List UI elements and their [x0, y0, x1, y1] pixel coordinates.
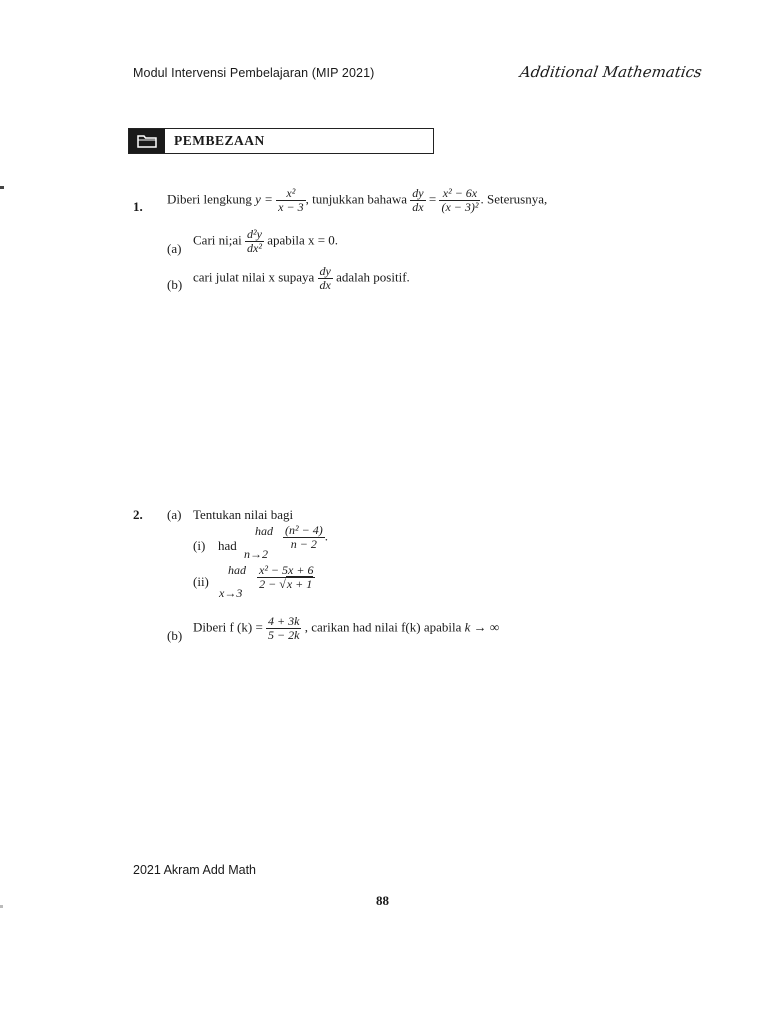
q1a-text-1: Cari ni;ai: [193, 232, 242, 248]
q1a-d2y: d²y: [247, 227, 262, 241]
q1b-dy: dy: [319, 264, 331, 278]
q1-given-fraction: [276, 187, 305, 214]
q2b-function: [266, 615, 301, 642]
q1a-dx2: dx²: [247, 241, 262, 255]
q1a-text-2: apabila x = 0.: [267, 232, 339, 248]
q2aii-limit: x→3: [219, 586, 243, 600]
q1-result-den: (x − 3)²: [441, 200, 479, 214]
q2b-text-2: , carikan had nilai f(k) apabila: [304, 619, 462, 635]
q1b-text-1: cari julat nilai x supaya: [193, 269, 315, 285]
q2ai-limit: n→2: [244, 547, 268, 561]
q2aii-had-top: had: [228, 563, 246, 577]
header-subject: Additional Mathematics: [518, 63, 704, 81]
q1b-derivative: [318, 265, 333, 292]
question-2ai-label: (i): [193, 538, 206, 553]
q2ai-num: (n² − 4): [285, 523, 323, 537]
question-1b-text: [193, 265, 410, 292]
q1-equals: =: [428, 191, 437, 207]
q2aii-fraction: [257, 564, 315, 591]
question-2aii-label: (ii): [193, 574, 209, 589]
question-2a-text: Tentukan nilai bagi: [193, 507, 294, 522]
question-1-number: 1.: [133, 199, 143, 214]
q2ai-den: n − 2: [283, 537, 325, 551]
question-2-number: 2.: [133, 507, 143, 522]
q1-intro: Diberi lengkung: [167, 191, 252, 207]
q2b-num: 4 + 3k: [268, 614, 300, 628]
q2ai-had-top: had: [255, 524, 273, 538]
q2b-den: 5 − 2k: [268, 628, 300, 642]
scan-mark: [0, 905, 3, 908]
q2b-limit: k → ∞: [464, 619, 500, 635]
question-2a-label: (a): [167, 507, 182, 522]
header-module-title: Modul Intervensi Pembelajaran (MIP 2021): [133, 66, 375, 80]
scan-mark: [0, 186, 4, 189]
q2ai-end: .: [324, 528, 328, 544]
q2aii-den-pre: 2 − √: [259, 577, 286, 591]
question-1a-label: (a): [167, 241, 182, 256]
q1b-text-2: adalah positif.: [336, 269, 410, 285]
q2ai-expression: [283, 524, 325, 551]
q1-dydx-fraction: [410, 187, 425, 214]
q1b-dx: dx: [319, 278, 331, 292]
q2b-text-1: Diberi f (k) =: [193, 619, 263, 635]
q1-result-num: x² − 6x: [442, 186, 478, 200]
q2aii-expression: [257, 564, 315, 591]
folder-icon: [137, 134, 157, 148]
question-1a-text: [193, 228, 338, 255]
question-1b-label: (b): [167, 277, 183, 292]
q2ai-had: had: [218, 538, 237, 553]
q1-given-den: x − 3: [278, 200, 304, 214]
q2aii-den: [257, 577, 315, 591]
footer-credit: 2021 Akram Add Math: [133, 863, 256, 877]
q1-dy: dy: [412, 186, 424, 200]
question-1-stem: [167, 187, 547, 214]
q2aii-num: x² − 5x + 6: [259, 563, 314, 577]
q1-show-text: , tunjukkan bahawa: [305, 191, 408, 207]
q1-given-num: x²: [286, 186, 296, 200]
page-number: 88: [376, 893, 389, 908]
section-title-box: [128, 128, 434, 154]
title-icon-cell: [129, 129, 165, 153]
q1-y-eq: y =: [255, 191, 273, 207]
q1-dx: dx: [412, 200, 424, 214]
q2aii-den-radicand: x + 1: [286, 577, 313, 591]
section-title: PEMBEZAAN: [174, 133, 265, 148]
question-2b-label: (b): [167, 628, 183, 643]
q1a-second-derivative: [245, 228, 264, 255]
q1-result-fraction: [439, 187, 480, 214]
question-2b-text: [193, 615, 499, 642]
q2ai-fraction: [283, 524, 328, 551]
q1-continue: . Seterusnya,: [480, 191, 548, 207]
